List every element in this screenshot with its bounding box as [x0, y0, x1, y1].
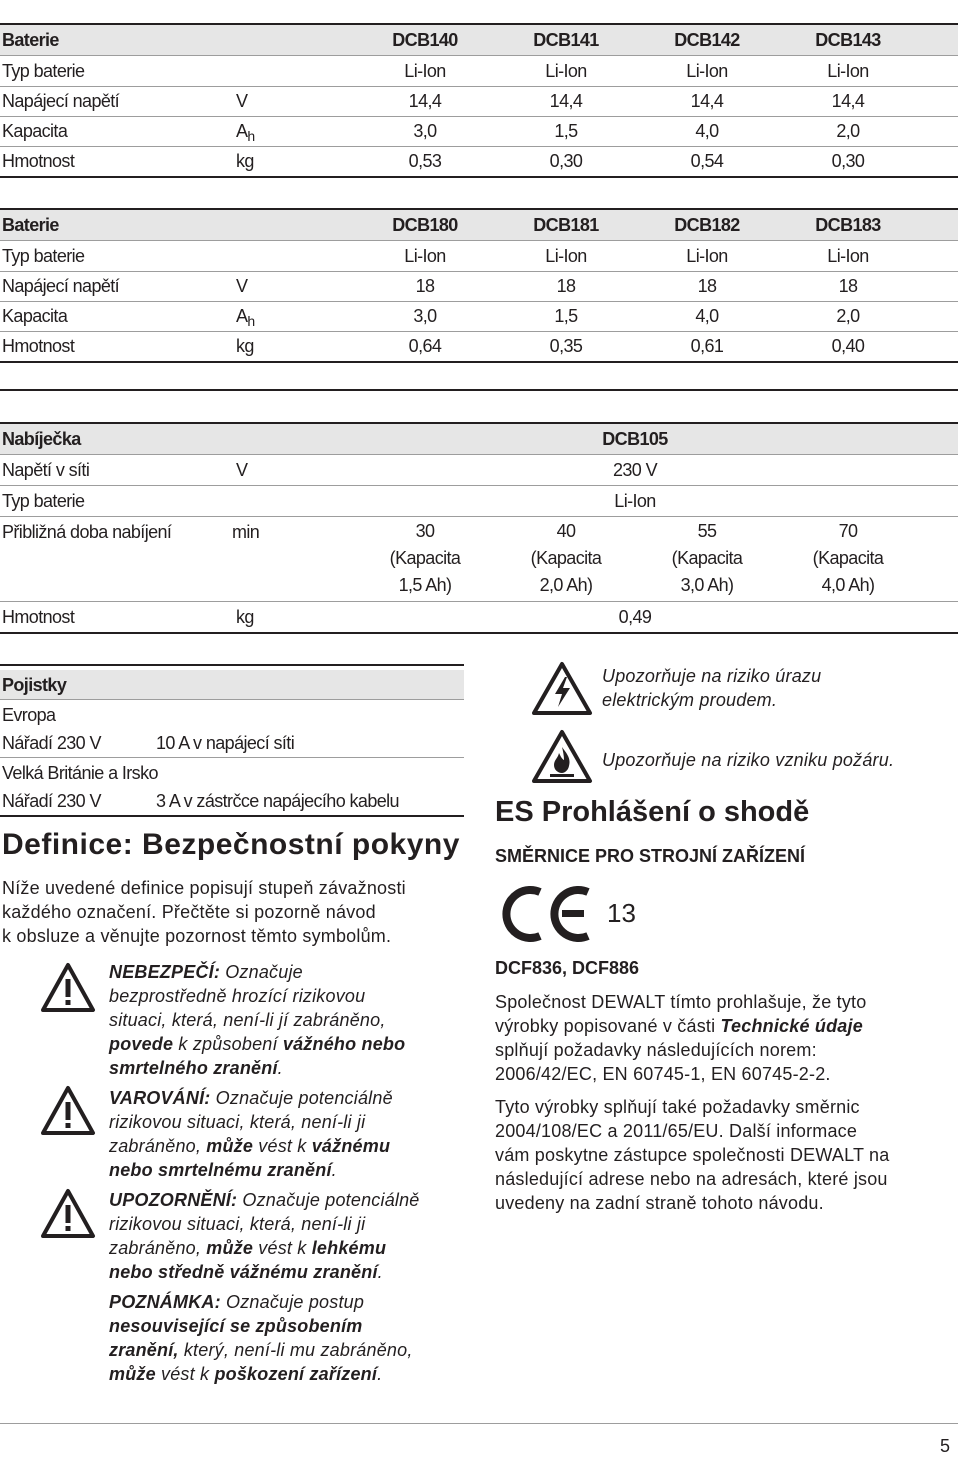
table-row	[0, 86, 958, 117]
declaration-line: výrobky popisované v části	[495, 1016, 721, 1036]
caution-icon	[40, 1188, 96, 1240]
table-row	[0, 271, 958, 302]
charge-time-cell	[511, 518, 621, 599]
definition-emphasis: nesouvisející se způsobením	[109, 1316, 363, 1336]
fuses-top-rule	[0, 664, 464, 666]
fuses-region	[0, 759, 464, 787]
definition-text: vést k	[253, 1136, 312, 1156]
definition-text: Označuje potenciálně	[237, 1190, 420, 1210]
danger-definition	[109, 960, 469, 1080]
value-cell: 18	[556, 276, 576, 296]
model-cell: DCB141	[533, 30, 599, 50]
row-label: Kapacita	[2, 121, 68, 141]
definition-text: rizikovou situaci, která, není-li ji	[109, 1214, 366, 1234]
charge-capacity-label: (Kapacita	[389, 548, 461, 568]
declaration-line: uvedeny na zadní straně tohoto návodu.	[495, 1193, 824, 1213]
model-cell: DCB182	[674, 215, 740, 235]
definition-text: k způsobení	[173, 1034, 283, 1054]
value-cell: 0,35	[549, 336, 583, 356]
value-cell: Li-Ion	[686, 61, 728, 81]
table-header-row	[0, 25, 958, 56]
row-label: Typ baterie	[2, 246, 85, 266]
declaration-line: splňují požadavky následujících norem:	[495, 1040, 817, 1060]
model-cell: DCB142	[674, 30, 740, 50]
charge-capacity-value: 4,0 Ah)	[821, 575, 875, 595]
definition-emphasis: může	[109, 1364, 156, 1384]
table-row	[0, 241, 958, 272]
value-cell: 18	[838, 276, 858, 296]
declaration-models: DCF836, DCF886	[495, 958, 640, 978]
declaration-line: 2004/108/EC a 2011/65/EU. Další informace	[495, 1121, 858, 1141]
ce-mark-icon	[500, 884, 592, 944]
fire-hazard-icon	[531, 729, 593, 785]
unit-cell: min	[232, 522, 260, 542]
table-row	[0, 301, 958, 332]
value-cell: 4,0	[695, 306, 719, 326]
row-label: Kapacita	[2, 306, 68, 326]
definition-text: rizikovou situaci, která, není-li ji	[109, 1112, 366, 1132]
definition-text: vést k	[155, 1364, 215, 1384]
unit-cell: V	[236, 460, 248, 480]
charge-minutes: 55	[697, 521, 717, 541]
table-row	[0, 517, 958, 602]
value-cell: Li-Ion	[545, 246, 587, 266]
model-cell: DCB140	[392, 30, 458, 50]
value-cell: 14,4	[690, 91, 724, 111]
definition-emphasis: nebo smrtelnému zranění	[109, 1160, 332, 1180]
value-cell: 14,4	[831, 91, 865, 111]
value-cell: 18	[415, 276, 435, 296]
fire-hazard-text: Upozorňuje na riziko vzniku požáru.	[602, 750, 895, 770]
charge-capacity-label: (Kapacita	[671, 548, 743, 568]
charge-time-cell	[370, 518, 480, 599]
definition-text: situaci, která, není-li jí zabráněno,	[109, 1010, 386, 1030]
definition-text: .	[377, 1364, 383, 1384]
charge-time-cell	[652, 518, 762, 599]
warning-keyword: VAROVÁNÍ:	[109, 1088, 211, 1108]
value-cell: 0,64	[408, 336, 442, 356]
value-cell: Li-Ion	[686, 246, 728, 266]
value-cell: 1,5	[554, 306, 578, 326]
definitions-title: Definice: Bezpečnostní pokyny	[2, 828, 460, 861]
definition-text: Označuje	[220, 962, 303, 982]
table-header-row	[0, 210, 958, 241]
footer-rule	[0, 1423, 958, 1424]
declaration-paragraph-2	[495, 1095, 955, 1215]
declaration-line: Tyto výrobky splňují také požadavky směrnic	[495, 1097, 860, 1117]
value-cell: 4,0	[695, 121, 719, 141]
row-label: Typ baterie	[2, 491, 85, 511]
table-row	[0, 146, 958, 178]
electric-shock-icon	[531, 661, 593, 717]
region-label: Evropa	[2, 705, 56, 725]
definition-text: Označuje postup	[220, 1292, 365, 1312]
definition-emphasis: povede	[109, 1034, 174, 1054]
fuses-header	[0, 670, 464, 700]
caution-keyword: UPOZORNĚNÍ:	[109, 1190, 238, 1210]
declaration-reference: Technické údaje	[720, 1016, 863, 1036]
unit-subscript: h	[247, 313, 255, 329]
declaration-line: vám poskytne zástupce společnosti DEWALT na	[495, 1145, 890, 1165]
declaration-subtitle: SMĚRNICE PRO STROJNÍ ZAŘÍZENÍ	[495, 846, 806, 866]
fuse-value: 3 A v zástrčce napájecího kabelu	[156, 791, 399, 811]
hazard-line: elektrickým proudem.	[602, 690, 778, 710]
definition-emphasis: vážnému	[311, 1136, 391, 1156]
model-cell: DCB180	[392, 215, 458, 235]
unit-subscript: h	[247, 128, 255, 144]
ce-year: 13	[607, 898, 636, 928]
value-cell: 0,54	[690, 151, 724, 171]
definition-text: který, není-li mu zabráněno,	[178, 1340, 413, 1360]
declaration-line: 2006/42/EC, EN 60745-1, EN 60745-2-2.	[495, 1064, 831, 1084]
warning-definition	[109, 1086, 469, 1182]
electric-hazard-text	[602, 664, 821, 712]
model-cell: DCB183	[815, 215, 881, 235]
charge-minutes: 70	[838, 521, 858, 541]
declaration-line: Společnost DEWALT tímto prohlašuje, že tyto	[495, 992, 867, 1012]
charger-model: DCB105	[602, 429, 668, 449]
section-rule	[0, 389, 958, 391]
row-label: Hmotnost	[2, 151, 75, 171]
value-cell: Li-Ion	[827, 246, 869, 266]
unit-cell: V	[236, 276, 248, 296]
intro-line: každého označení. Přečtěte si pozorně návod	[2, 902, 376, 922]
row-label: Hmotnost	[2, 336, 75, 356]
value-cell: 230 V	[612, 460, 658, 480]
definition-emphasis: může	[206, 1238, 254, 1258]
value-cell: 2,0	[836, 306, 860, 326]
charge-minutes: 40	[556, 521, 576, 541]
unit-cell: kg	[236, 607, 254, 627]
danger-warning-icon	[40, 962, 96, 1014]
value-cell: Li-Ion	[545, 61, 587, 81]
caution-definition	[109, 1188, 469, 1284]
fuses-region	[0, 701, 464, 729]
charge-capacity-value: 2,0 Ah)	[539, 575, 593, 595]
value-cell: 3,0	[413, 121, 437, 141]
unit-main: A	[236, 121, 248, 141]
definitions-intro	[2, 876, 472, 948]
value-cell: 2,0	[836, 121, 860, 141]
row-label: Typ baterie	[2, 61, 85, 81]
row-label: Hmotnost	[2, 607, 75, 627]
value-cell: 18	[697, 276, 717, 296]
notice-definition	[109, 1290, 469, 1386]
value-cell: 14,4	[408, 91, 442, 111]
value-cell: 0,53	[408, 151, 442, 171]
table-row	[0, 486, 958, 517]
value-cell: Li-Ion	[827, 61, 869, 81]
definition-text: .	[377, 1262, 383, 1282]
header-label: Nabíječka	[2, 429, 81, 449]
intro-line: k obsluze a věnujte pozornost těmto symbolům.	[2, 926, 392, 946]
charge-capacity-label: (Kapacita	[530, 548, 602, 568]
tool-label: Nářadí 230 V	[2, 791, 101, 811]
row-label: Napájecí napětí	[2, 276, 120, 296]
value-cell: Li-Ion	[614, 491, 656, 511]
page-number: 5	[940, 1436, 951, 1456]
definition-text: Označuje potenciálně	[210, 1088, 393, 1108]
header-label: Baterie	[2, 215, 59, 235]
table-row	[0, 56, 958, 87]
table-row	[0, 455, 958, 486]
charge-capacity-value: 1,5 Ah)	[398, 575, 452, 595]
definition-emphasis: poškození zařízení	[214, 1364, 378, 1384]
unit-main: A	[236, 306, 248, 326]
charge-capacity-value: 3,0 Ah)	[680, 575, 734, 595]
declaration-line: následující adrese nebo na adresách, které jsou	[495, 1169, 888, 1189]
header-label: Baterie	[2, 30, 59, 50]
model-cell: DCB143	[815, 30, 881, 50]
charge-capacity-label: (Kapacita	[812, 548, 884, 568]
value-cell: Li-Ion	[404, 246, 446, 266]
unit-cell: kg	[236, 151, 254, 171]
value-cell: 1,5	[554, 121, 578, 141]
danger-keyword: NEBEZPEČÍ:	[109, 962, 221, 982]
charge-time-cell	[793, 518, 903, 599]
fuse-value: 10 A v napájecí síti	[156, 733, 295, 753]
definition-text: zabráněno,	[109, 1136, 207, 1156]
definition-text: vést k	[253, 1238, 312, 1258]
unit-cell: kg	[236, 336, 254, 356]
declaration-title: ES Prohlášení o shodě	[495, 796, 810, 828]
unit-cell: V	[236, 91, 248, 111]
definition-text: zabráněno,	[109, 1238, 207, 1258]
fuses-row	[0, 729, 464, 758]
charge-minutes: 30	[415, 521, 435, 541]
region-label: Velká Británie a Irsko	[2, 763, 158, 783]
definition-emphasis: může	[206, 1136, 254, 1156]
row-label: Přibližná doba nabíjení	[2, 522, 172, 542]
definition-emphasis: zranění,	[109, 1340, 179, 1360]
value-cell: 3,0	[413, 306, 437, 326]
notice-keyword: POZNÁMKA:	[109, 1292, 221, 1312]
definition-text: bezprostředně hrozící rizikovou	[109, 986, 366, 1006]
value-cell: 14,4	[549, 91, 583, 111]
value-cell: 0,30	[831, 151, 865, 171]
row-label: Napětí v síti	[2, 460, 90, 480]
row-label: Napájecí napětí	[2, 91, 120, 111]
table-row	[0, 331, 958, 363]
fuses-title: Pojistky	[2, 675, 67, 695]
definition-emphasis: nebo středně vážnému zranění	[109, 1262, 378, 1282]
table-row	[0, 602, 958, 634]
intro-line: Níže uvedené definice popisují stupeň závažnosti	[2, 878, 406, 898]
declaration-paragraph-1	[495, 990, 955, 1086]
tool-label: Nářadí 230 V	[2, 733, 101, 753]
value-cell: 0,30	[549, 151, 583, 171]
model-cell: DCB181	[533, 215, 599, 235]
hazard-line: Upozorňuje na riziko úrazu	[602, 666, 822, 686]
fuses-row	[0, 787, 464, 817]
value-cell: 0,40	[831, 336, 865, 356]
value-cell: 0,61	[690, 336, 724, 356]
definition-text: .	[331, 1160, 337, 1180]
value-cell: 0,49	[618, 607, 652, 627]
table-row	[0, 116, 958, 147]
table-header-row	[0, 424, 958, 455]
definition-text: .	[277, 1058, 283, 1078]
warning-icon	[40, 1085, 96, 1137]
definition-emphasis: smrtelného zranění	[109, 1058, 278, 1078]
value-cell: Li-Ion	[404, 61, 446, 81]
definition-emphasis: lehkému	[311, 1238, 387, 1258]
definition-emphasis: vážného nebo	[282, 1034, 406, 1054]
